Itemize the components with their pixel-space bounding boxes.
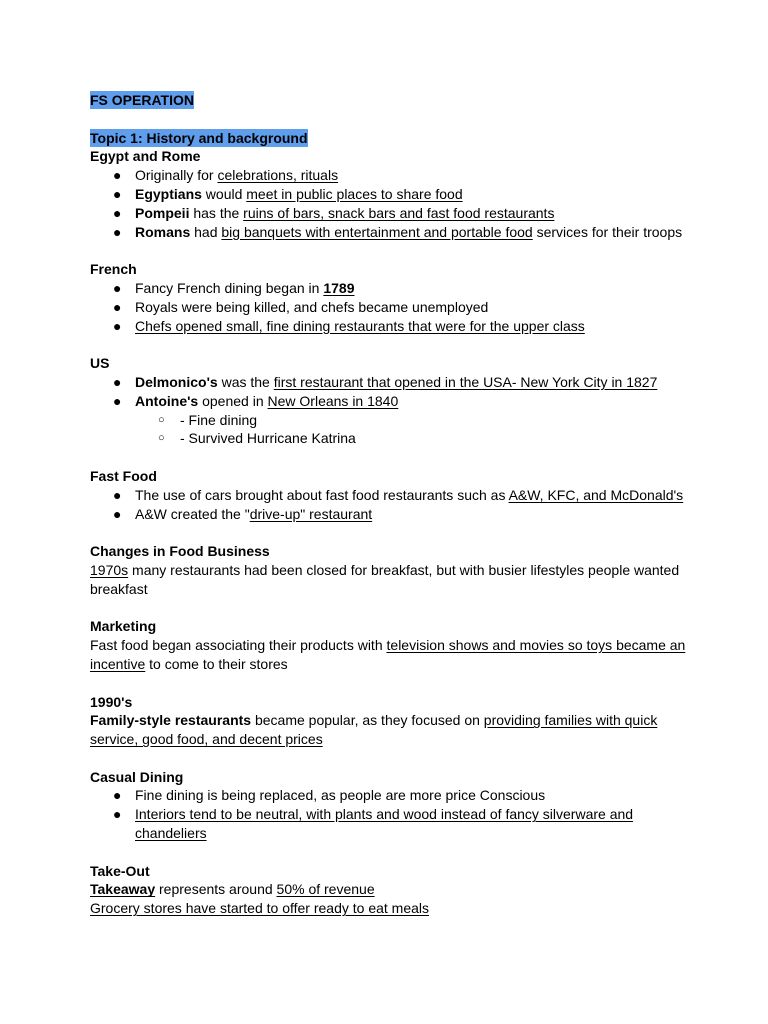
- topic-line: [90, 129, 690, 148]
- blank-line: [90, 448, 690, 467]
- item-text: Fancy French dining began in: [135, 279, 324, 296]
- item-text: services for their troops: [532, 223, 683, 240]
- item-text: would: [201, 185, 247, 202]
- underlined-text: New Orleans in 1840: [267, 392, 399, 409]
- item-text: Originally for: [135, 167, 218, 184]
- bullet-icon: ●: [113, 185, 122, 202]
- bullet-icon: ●: [113, 505, 122, 522]
- underlined-text: Grocery stores have started to offer ready to eat meals: [90, 900, 430, 917]
- underlined-text: 50% of revenue: [276, 881, 375, 898]
- item-text: was the: [217, 373, 274, 390]
- bold-term: Egyptians: [135, 185, 202, 202]
- paragraph-text: many restaurants had been closed for breakfast, but with busier lifestyles people wanted breakfast: [90, 561, 680, 597]
- sub-list-item: [90, 411, 690, 430]
- underlined-text: celebrations, rituals: [217, 167, 339, 184]
- bold-term: Family-style restaurants: [90, 712, 252, 729]
- takeout-line-2: [90, 899, 690, 918]
- item-text: A&W created the ": [135, 505, 250, 522]
- blank-line: [90, 674, 690, 693]
- bullet-icon: ●: [113, 298, 122, 315]
- nineties-paragraph: [90, 711, 690, 749]
- blank-line: [90, 523, 690, 542]
- section-heading-marketing: Marketing: [90, 618, 157, 635]
- underlined-text: drive-up" restaurant: [249, 505, 373, 522]
- sub-list-item: [90, 429, 690, 448]
- item-text: Fine dining is being replaced, as people are more price Conscious: [135, 787, 546, 804]
- item-text: Royals were being killed, and chefs became unemployed: [135, 298, 489, 315]
- bullet-icon: ●: [113, 279, 122, 296]
- list-item: [90, 279, 690, 298]
- fast-food-list: [90, 486, 690, 524]
- bullet-icon: ●: [113, 392, 122, 409]
- underlined-text: ruins of bars, snack bars and fast food restaurants: [243, 204, 555, 221]
- list-item: [90, 392, 690, 411]
- underlined-text: providing families with quick service, good food, and decent prices: [90, 712, 658, 748]
- item-text: opened in: [198, 392, 268, 409]
- blank-line: [90, 241, 690, 260]
- document-body: [90, 91, 690, 918]
- list-item: [90, 298, 690, 317]
- list-item: [90, 505, 690, 524]
- section-heading-french: French: [90, 261, 137, 278]
- item-text: The use of cars brought about fast food restaurants such as: [135, 486, 509, 503]
- list-item: [90, 204, 690, 223]
- item-text: has the: [189, 204, 244, 221]
- underlined-text: television shows and movies so toys became an incentive: [90, 637, 686, 672]
- circle-bullet-icon: ○: [158, 413, 165, 426]
- takeout-line-1: [90, 880, 690, 899]
- list-item: [90, 223, 690, 242]
- paragraph-text: to come to their stores: [145, 655, 288, 672]
- underlined-text: big banquets with entertainment and portable food: [221, 223, 533, 240]
- section-heading-casual-dining: Casual Dining: [90, 768, 184, 785]
- paragraph-text: became popular, as they focused on: [251, 712, 484, 729]
- topic-heading: Topic 1: History and background: [90, 129, 308, 146]
- blank-line: [90, 110, 690, 129]
- bold-term: Delmonico's: [135, 373, 218, 390]
- list-item: [90, 486, 690, 505]
- blank-line: [90, 749, 690, 768]
- section-heading-us: US: [90, 355, 110, 372]
- underlined-text: meet in public places to share food: [246, 185, 463, 202]
- section-heading-changes: Changes in Food Business: [90, 543, 270, 560]
- underlined-text: first restaurant that opened in the USA- New York City in 1827: [273, 373, 658, 390]
- marketing-paragraph: [90, 636, 690, 674]
- bold-underlined-term: Takeaway: [90, 881, 156, 898]
- egypt-rome-list: [90, 166, 690, 241]
- french-list: [90, 279, 690, 335]
- bold-term: Antoine's: [135, 392, 199, 409]
- underlined-text: Chefs opened small, fine dining restaurants that were for the upper class: [135, 317, 585, 334]
- changes-paragraph: [90, 561, 690, 599]
- underlined-text: Interiors tend to be neutral, with plants and wood instead of fancy silverware and chandeliers: [135, 806, 634, 842]
- title-line: [90, 91, 690, 110]
- item-text: had: [190, 223, 222, 240]
- circle-bullet-icon: ○: [158, 432, 165, 445]
- us-sub-list: [90, 411, 690, 449]
- section-heading-take-out: Take-Out: [90, 862, 150, 879]
- bullet-icon: ●: [113, 204, 122, 221]
- bullet-icon: ●: [113, 167, 122, 184]
- list-item: [90, 786, 690, 805]
- bold-term: Pompeii: [135, 204, 190, 221]
- bullet-icon: ●: [113, 317, 122, 334]
- list-item: [90, 805, 690, 843]
- casual-dining-list: [90, 786, 690, 842]
- bullet-icon: ●: [113, 486, 122, 503]
- underlined-text: 1970s: [90, 561, 129, 578]
- document-title: FS OPERATION: [90, 92, 194, 108]
- section-heading-1990s: 1990's: [90, 693, 133, 710]
- bullet-icon: ●: [113, 223, 122, 240]
- underlined-text: A&W, KFC, and McDonald's: [508, 486, 684, 503]
- underlined-year: 1789: [323, 279, 355, 296]
- blank-line: [90, 843, 690, 862]
- blank-line: [90, 599, 690, 618]
- section-heading-egypt-rome: Egypt and Rome: [90, 148, 201, 165]
- item-text: - Fine dining: [180, 411, 258, 428]
- paragraph-text: represents around: [155, 881, 277, 898]
- bullet-icon: ●: [113, 787, 122, 804]
- bullet-icon: ●: [113, 373, 122, 390]
- list-item: [90, 317, 690, 336]
- item-text: - Survived Hurricane Katrina: [180, 430, 356, 447]
- bullet-icon: ●: [113, 806, 122, 823]
- blank-line: [90, 335, 690, 354]
- bold-term: Romans: [135, 223, 191, 240]
- list-item: [90, 166, 690, 185]
- list-item: [90, 373, 690, 392]
- section-heading-fast-food: Fast Food: [90, 467, 157, 484]
- list-item: [90, 185, 690, 204]
- us-list: [90, 373, 690, 411]
- paragraph-text: Fast food began associating their products with: [90, 637, 387, 654]
